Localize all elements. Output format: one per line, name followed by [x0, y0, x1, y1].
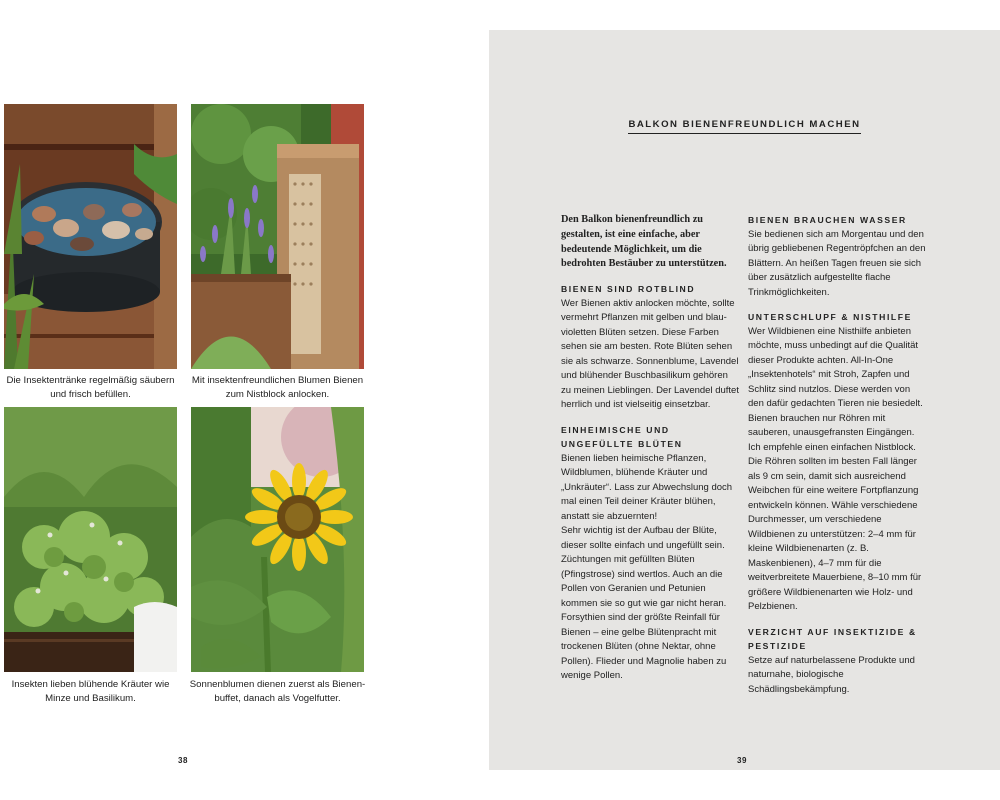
body-einheimische-1: Bienen lieben heimische Pflanzen, Wildblumen, blühende Kräuter und „Unkräuter“. Lass zur Abwechslung doch mal einen Teil deiner Kräuter blühen, anstatt sie abzuernten! — [561, 452, 733, 522]
caption-sunflower: Sonnenblumen dienen zuerst als Bienenbuffet, danach als Vogelfutter. — [189, 679, 366, 704]
heading-einheimische: EINHEIMISCHE UND UNGEFÜLLTE BLÜTEN — [561, 424, 683, 450]
body-nisthilfe: Wer Wildbienen eine Nisthilfe anbieten möchte, muss unbedingt auf die Qualität dieser Produkte achten. All-In-One „Insektenhotels“ mit Stroh, Zapfen und Schlitz sind nutzlos. Diese werden von den dafür gedachten Tieren nie besiedelt. Bienen brauchen nur Röhren mit sauberen, unausgefransten Eingängen. Ich empfehle einen einfachen Nistblock. Die Röhren sollten im besten Fall länger als 9 cm sein, damit sich ausreichend Weibchen für eine weitere Fortpflanzung entwickeln können. Wähle verschiedene Durchmesser, um verschiedene Wildbienen zu unterstützen: 2–4 mm für kleine Wildbienenarten (z. B. Maskenbienen), 4–7 mm für die weitverbreitete Mauerbiene, 8–10 mm für größere Wildbienenarten wie Holz- und Pelzbienen. — [748, 325, 923, 612]
page-title — [489, 114, 1000, 132]
body-wasser: Sie bedienen sich am Morgentau und den übrig gebliebenen Regentröpfchen an den Blättern. An heißen Tagen freuen sie sich über zusätzlich aufgestellte flache Trinkmöglichkeiten. — [748, 228, 926, 298]
caption-nest-block: Mit insektenfreundlichen Blumen Bienen zum Nistblock anlocken. — [191, 375, 364, 400]
body-insektizide: Setze auf naturbelassene Produkte und naturnahe, biologische Schädlingsbekämpfung. — [748, 654, 915, 695]
photo-nest-block-flowers — [191, 104, 364, 369]
heading-wasser: BIENEN BRAUCHEN WASSER — [748, 215, 907, 225]
page-number-right: 39 — [737, 756, 747, 765]
photo-sunflower — [191, 407, 364, 672]
body-rotblind: Wer Bienen aktiv anlocken möchte, sollte vermehrt Pflanzen mit gelben und blau-violetten Blüten setzen. Diese Farben sehen sie am besten. Rote Blüten sehen sie als schwarze. Sonnenblume, Lavendel und blühender Buschbasilikum gehören zu meinen Lieblingen. Der Lavendel duftet herrlich und ist vielseitig einsetzbar. — [561, 297, 739, 411]
intro-paragraph: Den Balkon bienenfreundlich zu gestalten, ist eine einfache, aber bedeutende Möglichkeit, um die bedrohten Bestäuber zu unterstützen. — [561, 214, 727, 270]
photo-water-bowl-image — [4, 104, 177, 369]
heading-nisthilfe: UNTERSCHLUPF & NISTHILFE — [748, 312, 912, 322]
photo-sunflower-image — [191, 407, 364, 672]
text-column-left — [561, 213, 739, 694]
body-einheimische-2: Sehr wichtig ist der Aufbau der Blüte, dieser sollte einfach und ungefüllt sein. Züchtungen mit gefüllten Blüten (Pfingstrose) sind wertlos. Auch an die Pollen von Geranien und Petunien kommen sie so gut wie gar nicht heran. Forsythien sind der größte Reinfall für Bienen – eine gelbe Blütenpracht mit trockenen Blüten (ohne Nektar, ohne Pollen). Flieder und Magnolie haben zu wenige Pollen. — [561, 525, 727, 682]
heading-rotblind: BIENEN SIND ROTBLIND — [561, 284, 696, 295]
text-column-right — [748, 213, 926, 707]
photo-flowering-herbs — [4, 407, 177, 672]
heading-insektizide: VERZICHT AUF INSEKTIZIDE & PESTIZIDE — [748, 626, 917, 651]
caption-herbs: Insekten lieben blühende Kräuter wie Minze und Basilikum. — [11, 679, 170, 704]
photo-nest-block-image — [191, 104, 364, 369]
caption-water-bowl: Die Insektentränke regelmäßig säubern und frisch befüllen. — [6, 375, 175, 400]
photo-herbs-image — [4, 407, 177, 672]
page-number-left: 38 — [178, 756, 188, 765]
page-title-text: BALKON BIENENFREUNDLICH MACHEN — [628, 119, 860, 134]
photo-insect-water-bowl — [4, 104, 177, 369]
